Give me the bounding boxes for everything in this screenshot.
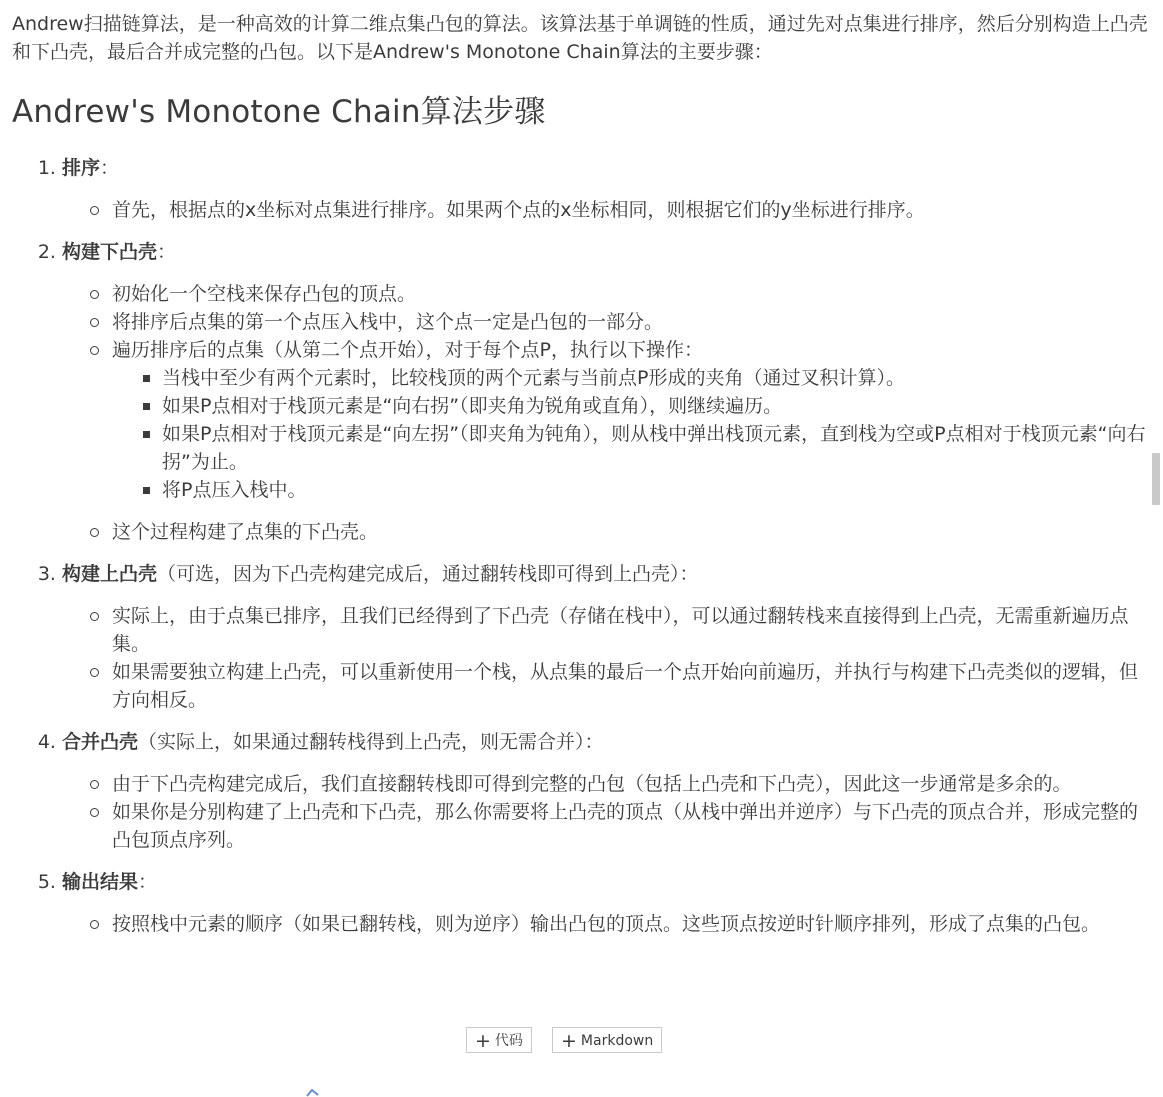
add-cell-toolbar [12,1027,1148,1055]
sub-item-text: 这个过程构建了点集的下凸壳。 [112,521,379,543]
sub-item-text: 遍历排序后的点集（从第二个点开始），对于每个点P，执行以下操作： [112,339,703,361]
sub-item [112,770,1148,798]
step-sublist [62,770,1148,854]
add-markdown-cell-button[interactable] [552,1027,662,1053]
nested-sub-item: 如果P点相对于栈顶元素是“向左拐”（即夹角为钝角），则从栈中弹出栈顶元素，直到栈为空或P点相对于栈顶元素“向右拐”为止。 [162,420,1148,476]
sub-item [112,602,1148,658]
sub-item [112,658,1148,714]
sub-item [112,518,1148,546]
step-title: 构建上凸壳 [62,563,158,585]
cursor-icon [306,1089,320,1097]
step-item [62,560,1148,714]
step-sublist [62,602,1148,714]
nested-sub-item: 将P点压入栈中。 [162,476,1148,504]
add-markdown-label: Markdown [580,1033,654,1049]
nested-sub-item: 当栈中至少有两个元素时，比较栈顶的两个元素与当前点P形成的夹角（通过叉积计算）。 [162,364,1148,392]
sub-item [112,798,1148,854]
step-suffix: （实际上，如果通过翻转栈得到上凸壳，则无需合并）： [138,731,604,753]
sub-item-text: 如果你是分别构建了上凸壳和下凸壳，那么你需要将上凸壳的顶点（从栈中弹出并逆序）与下凸壳的顶点合并，形成完整的凸包顶点序列。 [112,801,1139,851]
sub-item-text: 由于下凸壳构建完成后，我们直接翻转栈即可得到完整的凸包（包括上凸壳和下凸壳），因此这一步通常是多余的。 [112,773,1072,795]
step-item [62,728,1148,854]
step-suffix: ： [138,871,158,893]
sub-item [112,308,1148,336]
section-heading: Andrew's Monotone Chain算法步骤 [12,94,546,130]
nested-sub-item: 如果P点相对于栈顶元素是“向右拐”（即夹角为锐角或直角），则继续遍历。 [162,392,1148,420]
sub-item-text: 首先，根据点的x坐标对点集进行排序。如果两个点的x坐标相同，则根据它们的y坐标进行排序。 [112,199,925,221]
sub-item [112,336,1148,504]
sub-item-text: 实际上，由于点集已排序，且我们已经得到了下凸壳（存储在栈中），可以通过翻转栈来直接得到上凸壳，无需重新遍历点集。 [112,605,1129,655]
sub-item [112,196,1148,224]
sub-item [112,280,1148,308]
step-title: 排序 [62,157,101,179]
scrollbar-thumb[interactable] [1152,453,1160,505]
step-sublist [62,196,1148,224]
step-suffix: ： [100,157,120,179]
plus-icon: + [475,1030,491,1052]
step-title: 合并凸壳 [62,731,139,753]
step-item [62,238,1148,546]
sub-item [112,910,1148,938]
step-title: 输出结果 [62,871,139,893]
sub-item-text: 如果需要独立构建上凸壳，可以重新使用一个栈，从点集的最后一个点开始向前遍历，并执行与构建下凸壳类似的逻辑，但方向相反。 [112,661,1139,711]
intro-paragraph: Andrew扫描链算法，是一种高效的计算二维点集凸包的算法。该算法基于单调链的性质，通过先对点集进行排序，然后分别构造上凸壳和下凸壳，最后合并成完整的凸包。以下是Andrew's Monotone Chain算法的主要步骤： [12,13,1148,63]
add-code-label: 代码 [494,1033,523,1049]
steps-list [12,154,1148,938]
add-code-cell-button[interactable] [466,1027,532,1053]
step-suffix: （可选，因为下凸壳构建完成后，通过翻转栈即可得到上凸壳）： [157,563,699,585]
step-sublist [62,910,1148,938]
step-item [62,154,1148,224]
step-item [62,868,1148,938]
nested-sublist [112,364,1148,504]
step-title: 构建下凸壳 [62,241,158,263]
sub-item-text: 按照栈中元素的顺序（如果已翻转栈，则为逆序）输出凸包的顶点。这些顶点按逆时针顺序排列，形成了点集的凸包。 [112,913,1101,935]
sub-item-text: 将排序后点集的第一个点压入栈中，这个点一定是凸包的一部分。 [112,311,664,333]
sub-item-text: 初始化一个空栈来保存凸包的顶点。 [112,283,417,305]
step-suffix: ： [157,241,177,263]
plus-icon: + [561,1030,577,1052]
step-sublist [62,280,1148,546]
markdown-cell[interactable] [12,10,1148,952]
